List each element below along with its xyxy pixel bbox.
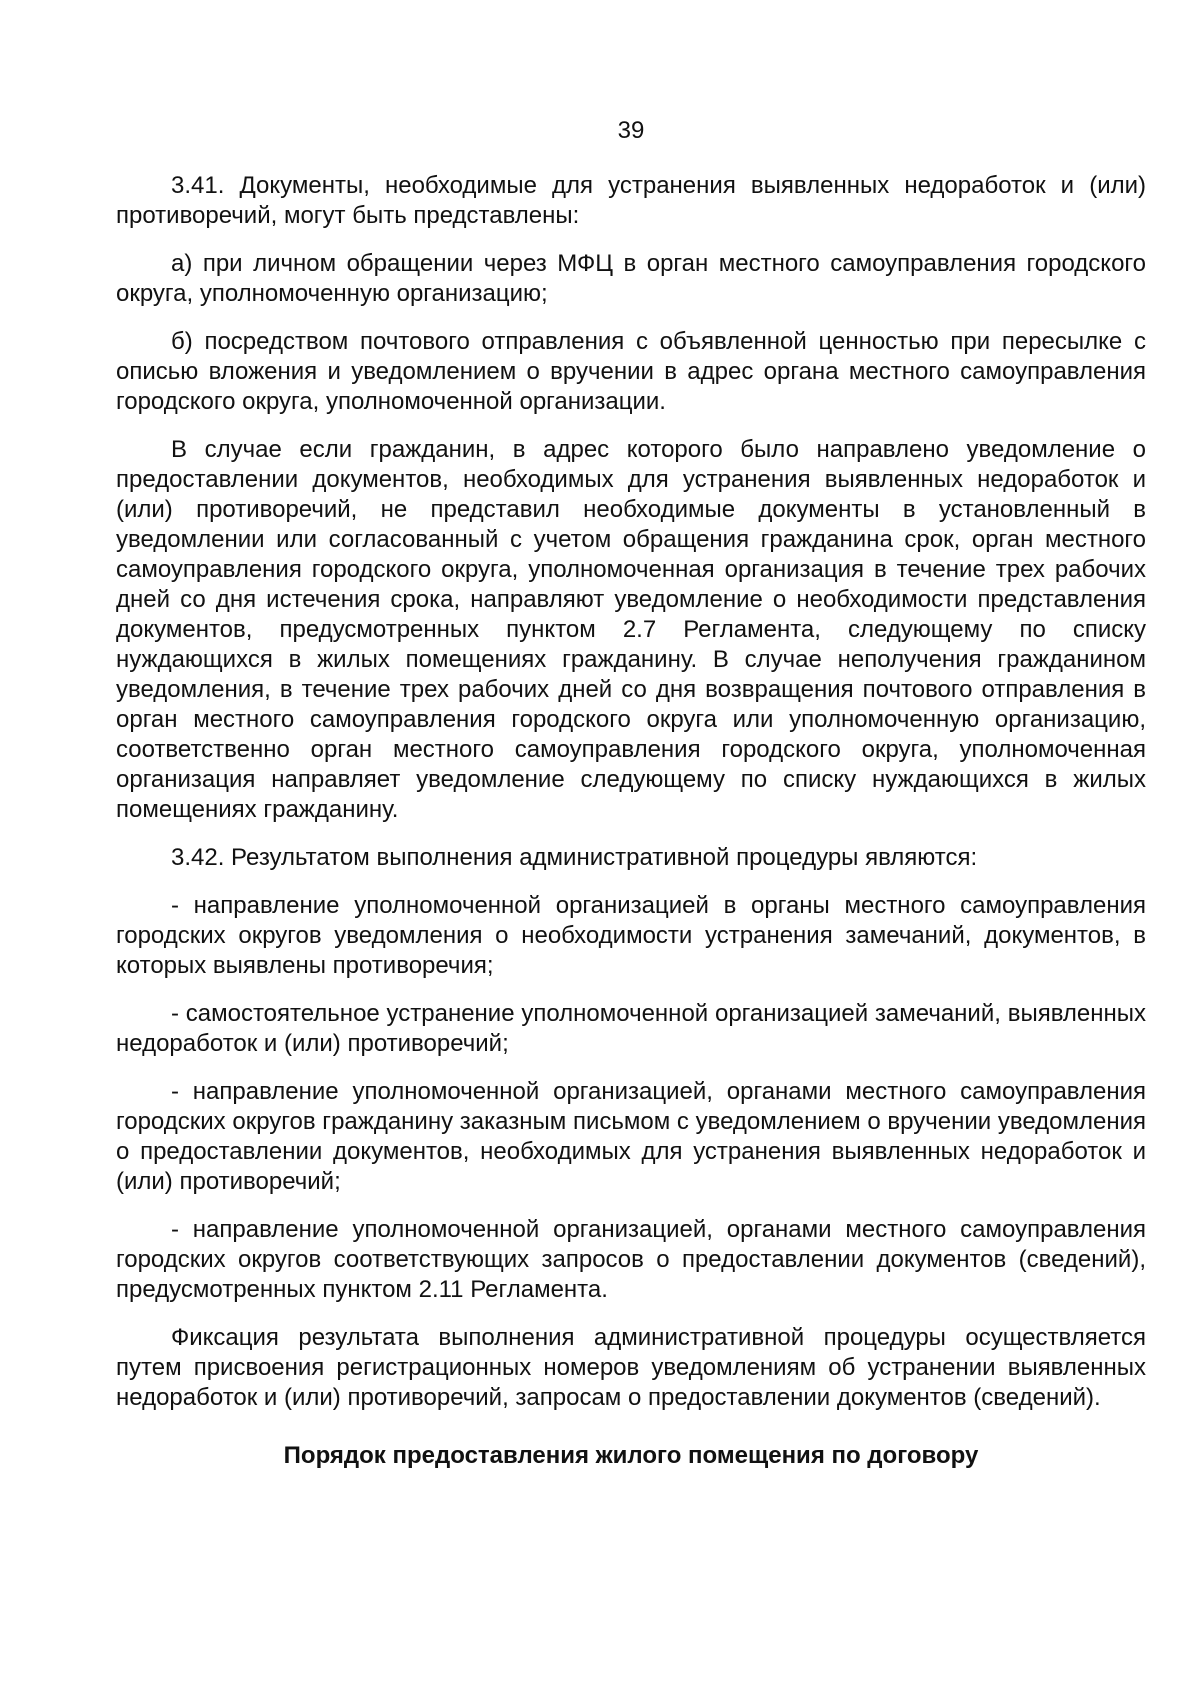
paragraph-fixation: Фиксация результата выполнения административной процедуры осуществляется путем присвоения регистрационных номеров уведомлениям об устранении выявленных недоработок и (или) противоречий, запросам о предоставлении документов (сведений). (116, 1324, 1146, 1411)
page-number: 39 (617, 117, 645, 144)
paragraph-3-41: 3.41. Документы, необходимые для устранения выявленных недоработок и (или) противоречий, могут быть представлены: (116, 172, 1146, 229)
result-item-3: - направление уполномоченной организацией, органами местного самоуправления городских округов гражданину заказным письмом с уведомлением о вручении уведомления о предоставлении документов, необходимых для устранения выявленных недоработок и (или) противоречий; (116, 1078, 1146, 1195)
document-body (116, 171, 1146, 1471)
result-item-2: - самостоятельное устранение уполномоченной организацией замечаний, выявленных недоработок и (или) противоречий; (116, 1000, 1146, 1057)
result-item-4: - направление уполномоченной организацией, органами местного самоуправления городских округов соответствующих запросов о предоставлении документов (сведений), предусмотренных пунктом 2.11 Регламента. (116, 1216, 1146, 1303)
paragraph-3-42: 3.42. Результатом выполнения административной процедуры являются: (171, 844, 978, 871)
paragraph-option-a: а) при личном обращении через МФЦ в орган местного самоуправления городского округа, уполномоченную организацию; (116, 250, 1146, 307)
section-heading: Порядок предоставления жилого помещения по договору (283, 1442, 979, 1469)
paragraph-failure-case: В случае если гражданин, в адрес которого было направлено уведомление о предоставлении документов, необходимых для устранения выявленных недоработок и (или) противоречий, не представил необходимые документы в установленный в уведомлении или согласованный с учетом обращения гражданина срок, орган местного самоуправления городского округа, уполномоченная организация в течение трех рабочих дней со дня истечения срока, направляют уведомление о необходимости представления документов, предусмотренных пунктом 2.7 Регламента, следующему по списку нуждающихся в жилых помещениях гражданину. В случае неполучения гражданином уведомления, в течение трех рабочих дней со дня возвращения почтового отправления в орган местного самоуправления городского округа или уполномоченную организацию, соответственно орган местного самоуправления городского округа, уполномоченная организация направляет уведомление следующему по списку нуждающихся в жилых помещениях гражданину. (116, 436, 1146, 823)
result-item-1: - направление уполномоченной организацией в органы местного самоуправления городских округов уведомления о необходимости устранения замечаний, документов, в которых выявлены противоречия; (116, 892, 1146, 979)
paragraph-option-b: б) посредством почтового отправления с объявленной ценностью при пересылке с описью вложения и уведомлением о вручении в адрес органа местного самоуправления городского округа, уполномоченной организации. (116, 328, 1146, 415)
